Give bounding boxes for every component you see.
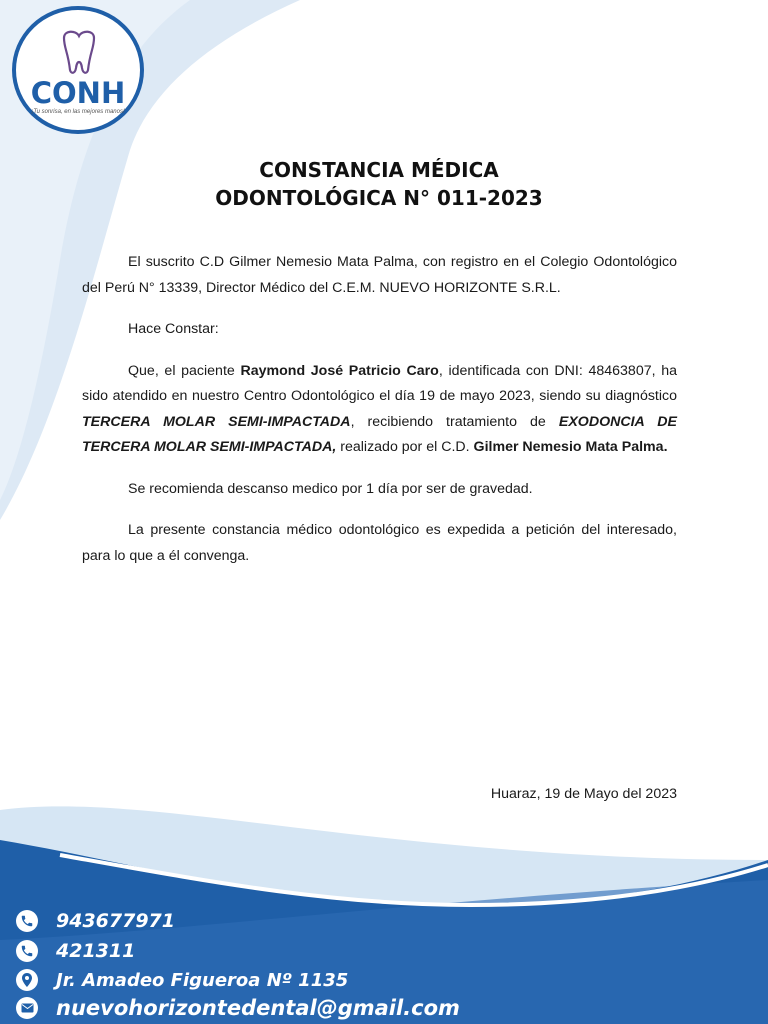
location-pin-icon bbox=[16, 969, 38, 991]
details-text-a: Que, el paciente bbox=[128, 362, 241, 379]
details-text-c: , recibiendo tratamiento de bbox=[350, 413, 559, 430]
doctor-name: Gilmer Nemesio Mata Palma. bbox=[473, 439, 668, 455]
diagnosis: TERCERA MOLAR SEMI-IMPACTADA bbox=[82, 413, 351, 430]
paragraph-recommendation: Se recomienda descanso medico por 1 día por ser de gravedad. bbox=[128, 480, 533, 497]
envelope-icon bbox=[16, 997, 38, 1019]
patient-name: Raymond José Patricio Caro bbox=[240, 362, 439, 379]
paragraph-intro: El suscrito C.D Gilmer Nemesio Mata Palma, con registro en el Colegio Odontológico del Perú N° 13339, Director Médico del C.E.M. NUEVO HORIZONTE S.R.L. bbox=[82, 254, 677, 296]
phone-icon bbox=[16, 910, 38, 932]
details-text-b: , identificada con DNI: 48463807, ha sido atendido en nuestro Centro Odontológico el día 19 de mayo 2023, siendo su diagnóstico bbox=[82, 362, 678, 404]
clinic-logo bbox=[12, 6, 150, 138]
address-text: Jr. Amadeo Figueroa Nº 1135 bbox=[56, 969, 349, 991]
contact-address bbox=[16, 969, 348, 991]
treatment: EXODONCIA DE TERCERA MOLAR SEMI-IMPACTADA, bbox=[82, 413, 677, 455]
details-text-d: realizado por el C.D. bbox=[336, 439, 474, 455]
document-date: Huaraz, 19 de Mayo del 2023 bbox=[490, 786, 677, 802]
email-text[interactable]: nuevohorizontedental@gmail.com bbox=[56, 996, 460, 1020]
phone-icon bbox=[16, 940, 38, 962]
title-line-1: CONSTANCIA MÉDICA bbox=[259, 158, 499, 182]
phone-2-text: 421311 bbox=[56, 940, 136, 962]
paragraph-closing: La presente constancia médico odontológico es expedida a petición del interesado, para lo que a él convenga. bbox=[82, 522, 677, 564]
document-title bbox=[0, 156, 758, 212]
contact-phone-2 bbox=[16, 940, 135, 962]
tooth-icon bbox=[54, 26, 104, 76]
contact-phone-1 bbox=[16, 910, 175, 932]
paragraph-details bbox=[82, 359, 677, 461]
document-body bbox=[82, 250, 677, 569]
paragraph-hace-constar: Hace Constar: bbox=[128, 321, 219, 337]
title-line-2: ODONTOLÓGICA N° 011-2023 bbox=[215, 186, 543, 210]
logo-tagline: ¡Tu sonrisa, en las mejores manos! bbox=[31, 109, 125, 115]
contact-email bbox=[16, 996, 460, 1020]
logo-name: CONH bbox=[30, 76, 126, 110]
phone-1-text: 943677971 bbox=[56, 910, 175, 932]
